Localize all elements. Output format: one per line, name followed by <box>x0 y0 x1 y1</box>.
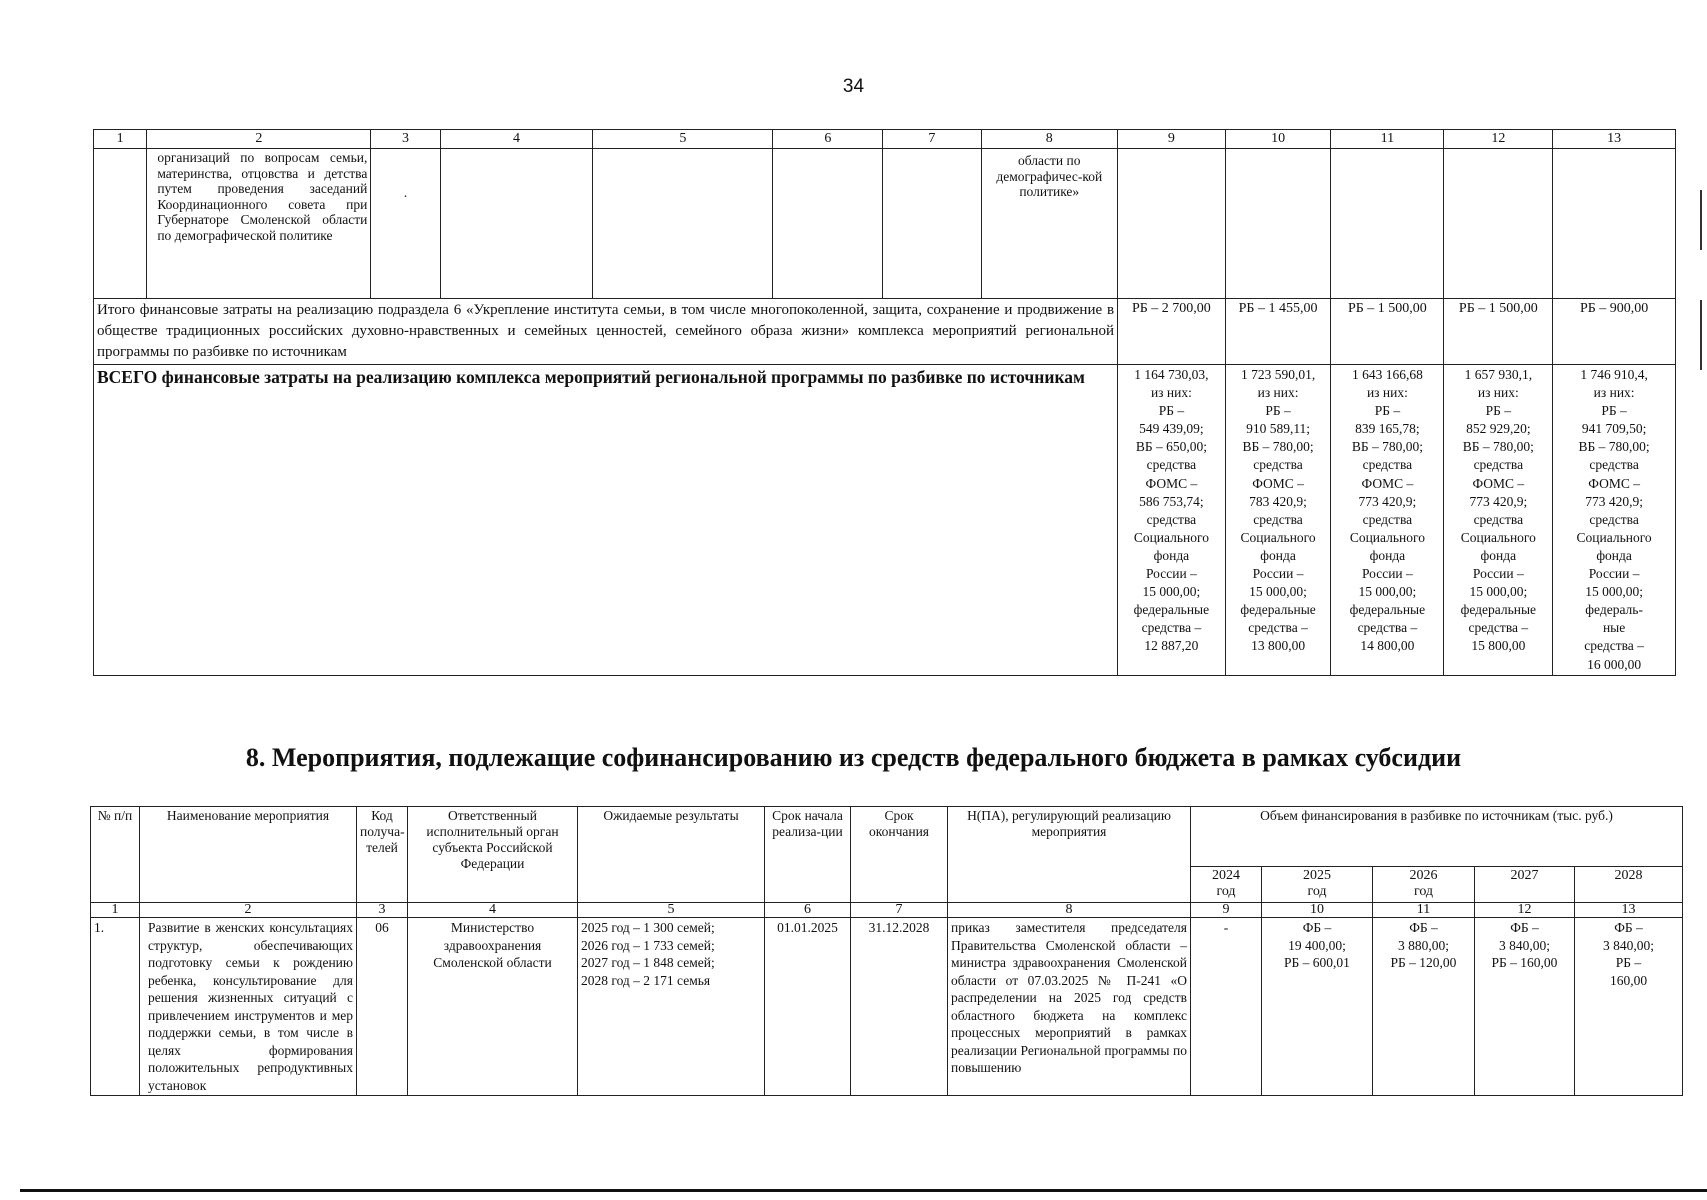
cell-line: 3 840,00; <box>1602 937 1654 953</box>
col-number: 5 <box>593 130 773 149</box>
cell-line: России – <box>1252 566 1304 582</box>
cell-line: ФБ – <box>1409 920 1438 935</box>
cell-line: ФБ – <box>1302 920 1332 935</box>
subtotal-amount: РБ – 900,00 <box>1553 299 1676 365</box>
npa-cell: области по демографичес-кой политике» <box>981 149 1118 299</box>
cell-line: год <box>1216 884 1236 899</box>
col-number: 11 <box>1331 130 1444 149</box>
cell-line: из них: <box>1477 385 1519 401</box>
subtotal-label: Итого финансовые затраты на реализацию подраздела 6 «Укрепление института семьи, в том числе многопоколенной, защита, сохранение и продвижение в обществе традиционных российских духовно-нравственных и семейных ценностей, семейного образа жизни» комплекса мероприятий региональной программы по разбивке по источникам <box>94 299 1118 365</box>
cell-line: ВБ – 780,00; <box>1242 439 1314 455</box>
cell-line: России – <box>1472 566 1524 582</box>
cell-line: федераль- <box>1585 602 1643 618</box>
cell-line: 910 589,11; <box>1246 421 1311 437</box>
cell-line: ФБ – <box>1510 920 1539 935</box>
col-number: 8 <box>981 130 1118 149</box>
year-header <box>1475 867 1575 903</box>
table-row <box>91 918 1683 1096</box>
section-title: 8. Мероприятия, подлежащие софинансированию из средств федерального бюджета в рамках субсидии <box>245 743 1462 772</box>
cell-line: ФОМС – <box>1588 475 1640 491</box>
cell-line: федеральные <box>1460 602 1537 618</box>
scan-edge-mark <box>1700 300 1702 370</box>
col-number: 6 <box>773 130 883 149</box>
page-bottom-rule <box>20 1189 1707 1192</box>
cell-line: средства – <box>1584 638 1644 654</box>
col-number: 13 <box>1553 130 1676 149</box>
funding-cell <box>1373 918 1475 1096</box>
column-number-row <box>94 130 1676 149</box>
cell-line: ВБ – 780,00; <box>1462 439 1534 455</box>
subtotal-amount: РБ – 1 500,00 <box>1331 299 1444 365</box>
cell-line: 15 000,00; <box>1585 584 1643 600</box>
cell-line: РБ – 160,00 <box>1491 955 1558 970</box>
funding-cell <box>1262 918 1373 1096</box>
cell-line: Социального <box>1349 529 1425 545</box>
cell-line: федеральные <box>1133 602 1210 618</box>
cell-line: год <box>1307 884 1327 899</box>
recipient-code-cell: 06 <box>357 918 408 1096</box>
year-header <box>1373 867 1475 903</box>
cell-line: 3 840,00; <box>1498 937 1550 953</box>
col-number: 2 <box>140 903 357 918</box>
col-number: 7 <box>851 903 948 918</box>
cell-line: 13 800,00 <box>1251 638 1306 654</box>
subtotal-amount: РБ – 1 500,00 <box>1444 299 1553 365</box>
cell-line: 15 000,00; <box>1469 584 1528 600</box>
header-start: Срок начала реализа-ции <box>765 807 851 903</box>
subtotal-amount: РБ – 1 455,00 <box>1225 299 1331 365</box>
col-number: 5 <box>578 903 765 918</box>
cell-line: 19 400,00; <box>1288 937 1346 953</box>
cell-line: 2026 год – 1 733 семей; <box>581 937 715 953</box>
cell-line: 2028 год – 2 171 семья <box>581 972 711 988</box>
cell-line: средства <box>1362 511 1413 527</box>
cell-line: 941 709,50; <box>1581 421 1647 437</box>
scan-edge-mark <box>1700 190 1702 250</box>
cell-line: РБ – <box>1158 403 1185 419</box>
cell-line: средства <box>1589 511 1639 527</box>
cell-line: средства <box>1146 511 1197 527</box>
cell-line: из них: <box>1366 385 1408 401</box>
col-number: 10 <box>1225 130 1331 149</box>
responsible-org-cell: Министерство здравоохранения Смоленской области <box>408 918 578 1096</box>
cell-line: фонда <box>1369 547 1406 563</box>
cell-line: 2025 <box>1303 868 1331 883</box>
cell-line: - <box>1223 920 1229 935</box>
cell-line: средства <box>1146 457 1197 473</box>
cell-line: ВБ – 650,00; <box>1135 439 1207 455</box>
cell-line: России – <box>1145 566 1197 582</box>
cell-line: средства <box>1473 511 1524 527</box>
page-number: 34 <box>842 76 865 97</box>
cell-line: средства – <box>1248 620 1308 636</box>
cell-line: из них: <box>1150 385 1192 401</box>
grand-total-amount <box>1553 365 1676 676</box>
header-row <box>91 807 1683 867</box>
col-number: 1 <box>91 903 140 918</box>
cell-line: ные <box>1602 620 1626 636</box>
cell-line: средства – <box>1357 620 1418 636</box>
cell-line: ВБ – 780,00; <box>1578 439 1650 455</box>
subtotal-row <box>94 299 1676 365</box>
year-header <box>1262 867 1373 903</box>
col-number: 12 <box>1444 130 1553 149</box>
cell-line: 839 165,78; <box>1355 421 1420 437</box>
cell-line: 2027 <box>1510 868 1539 883</box>
event-name-cell: организаций по вопросам семьи, материнства, отцовства и детства путем проведения заседаний Координационного совета при Губернаторе Смоленской области по демографической политике <box>147 149 371 299</box>
cell-line: фонда <box>1153 547 1190 563</box>
cell-line: РБ – 120,00 <box>1390 955 1457 970</box>
cell-line: фонда <box>1480 547 1517 563</box>
header-npa: Н(ПА), регулирующий реализацию мероприятия <box>948 807 1191 903</box>
end-date-cell: 31.12.2028 <box>851 918 948 1096</box>
cell-line: 160,00 <box>1609 972 1648 988</box>
cell-line: средства <box>1253 511 1303 527</box>
cell-line: 2026 <box>1409 868 1438 883</box>
grand-total-amount <box>1225 365 1331 676</box>
cell-line: 1 746 910,4, <box>1580 367 1648 382</box>
code-cell: · <box>371 149 440 299</box>
cell-line: фонда <box>1596 547 1632 563</box>
grand-total-amount <box>1331 365 1444 676</box>
cell-line: федеральные <box>1240 602 1316 618</box>
funding-cell <box>1575 918 1683 1096</box>
cell-line: России – <box>1588 566 1640 582</box>
header-results: Ожидаемые результаты <box>578 807 765 903</box>
cell-line: 15 000,00; <box>1249 584 1307 600</box>
funding-cell <box>1475 918 1575 1096</box>
npa-cell: приказ заместителя председателя Правительства Смоленской области – министра здравоохранения Смоленской области от 07.03.2025 № П-241 «О распределении на 2025 год средств областного бюджета на комплекс процессных мероприятий в рамках реализации Региональной программы по повышению <box>948 918 1191 1096</box>
cell-line: Социального <box>1460 529 1536 545</box>
cell-line: федеральные <box>1349 602 1426 618</box>
cell-line: средства – <box>1141 620 1202 636</box>
col-number: 2 <box>147 130 371 149</box>
cell-line: 773 420,9; <box>1585 493 1643 509</box>
grand-total-amount <box>1444 365 1553 676</box>
cell-line: 586 753,74; <box>1139 493 1204 509</box>
cell-line: ФОМС – <box>1472 475 1525 491</box>
col-number: 12 <box>1475 903 1575 918</box>
cell-line: 15 800,00 <box>1471 638 1526 654</box>
column-number-row <box>91 903 1683 918</box>
cell-line: 783 420,9; <box>1249 493 1307 509</box>
subtotal-amount: РБ – 2 700,00 <box>1118 299 1226 365</box>
expected-results-cell <box>578 918 765 1096</box>
cell-line: 16 000,00 <box>1587 656 1642 672</box>
grand-total-label: ВСЕГО финансовые затраты на реализацию комплекса мероприятий региональной программы по разбивке по источникам <box>94 365 1118 676</box>
cell-line: средства <box>1253 457 1303 473</box>
year-header <box>1575 867 1683 903</box>
cell-line: России – <box>1361 566 1413 582</box>
col-number: 11 <box>1373 903 1475 918</box>
cell-line: 2027 год – 1 848 семей; <box>581 955 715 970</box>
header-num: № п/п <box>91 807 140 903</box>
funding-cell <box>1191 918 1262 1096</box>
cell-line: фонда <box>1260 547 1296 563</box>
cell-line: Социального <box>1240 529 1316 545</box>
cell-line: 15 000,00; <box>1142 584 1201 600</box>
cofinancing-table <box>90 806 1683 1096</box>
col-number: 10 <box>1262 903 1373 918</box>
start-date-cell: 01.01.2025 <box>765 918 851 1096</box>
cell-line: РБ – <box>1374 403 1401 419</box>
cell-line: РБ – <box>1265 403 1291 419</box>
cell-line: РБ – <box>1485 403 1512 419</box>
col-number: 1 <box>94 130 147 149</box>
cell-line: год <box>1413 884 1434 899</box>
col-number: 3 <box>371 130 440 149</box>
cell-line: 549 439,09; <box>1139 421 1204 437</box>
col-number: 9 <box>1191 903 1262 918</box>
col-number: 4 <box>408 903 578 918</box>
cell-line: РБ – 600,01 <box>1284 955 1350 970</box>
cell-line: 2028 <box>1614 868 1643 883</box>
row-number: 1. <box>91 918 140 1096</box>
cell-line: ФОМС – <box>1145 475 1198 491</box>
cell-line: 3 880,00; <box>1397 937 1449 953</box>
financing-table <box>93 129 1676 676</box>
header-end: Срок окончания <box>851 807 948 903</box>
cell-line: средства <box>1362 457 1413 473</box>
cell-line: 14 800,00 <box>1360 638 1415 654</box>
col-number: 7 <box>883 130 981 149</box>
cell-line: из них: <box>1257 385 1299 401</box>
header-org: Ответственный исполнительный орган субъекта Российской Федерации <box>408 807 578 903</box>
header-funding: Объем финансирования в разбивке по источникам (тыс. руб.) <box>1191 807 1683 867</box>
cell-line: средства – <box>1468 620 1529 636</box>
cell-line: РБ – <box>1601 403 1627 419</box>
cell-line: средства <box>1473 457 1524 473</box>
cell-line: ФБ – <box>1614 920 1643 935</box>
cell-line: из них: <box>1593 385 1635 401</box>
cell-line: 1 723 590,01, <box>1240 367 1316 382</box>
cell-line: Социального <box>1133 529 1209 545</box>
cell-line: 15 000,00; <box>1358 584 1417 600</box>
cell-line: Социального <box>1576 529 1652 545</box>
col-number: 4 <box>440 130 593 149</box>
grand-total-row <box>94 365 1676 676</box>
cell-line: средства <box>1589 457 1639 473</box>
year-header <box>1191 867 1262 903</box>
col-number: 13 <box>1575 903 1683 918</box>
cell-line: 2025 год – 1 300 семей; <box>581 920 715 935</box>
table-row-continuation <box>94 149 1676 299</box>
col-number: 9 <box>1118 130 1226 149</box>
cell-line: ФОМС – <box>1252 475 1304 491</box>
cell-line: 1 164 730,03, <box>1134 367 1209 382</box>
event-name-cell: Развитие в женских консультациях структур, обеспечивающих подготовку семьи к рождению ребенка, консультирование для решения жизненных ситуаций с привлечением инструментов и мер поддержки семьи, в том числе в целях формирования положительных репродуктивных установок <box>140 918 357 1096</box>
col-number: 8 <box>948 903 1191 918</box>
cell-line: 1 657 930,1, <box>1464 367 1533 382</box>
cell-line: 773 420,9; <box>1358 493 1417 509</box>
cell-line: 852 929,20; <box>1466 421 1531 437</box>
col-number: 3 <box>357 903 408 918</box>
header-code: Код получа-телей <box>357 807 408 903</box>
grand-total-amount <box>1118 365 1226 676</box>
cell-line: ВБ – 780,00; <box>1351 439 1423 455</box>
cell-line: РБ – <box>1615 955 1642 970</box>
header-name: Наименование мероприятия <box>140 807 357 903</box>
col-number: 6 <box>765 903 851 918</box>
cell-line: ФОМС – <box>1361 475 1414 491</box>
cell-line: 2024 <box>1212 868 1240 883</box>
cell-line: 12 887,20 <box>1144 638 1199 654</box>
cell-line: 1 643 166,68 <box>1351 367 1423 382</box>
cell-line: 773 420,9; <box>1469 493 1528 509</box>
